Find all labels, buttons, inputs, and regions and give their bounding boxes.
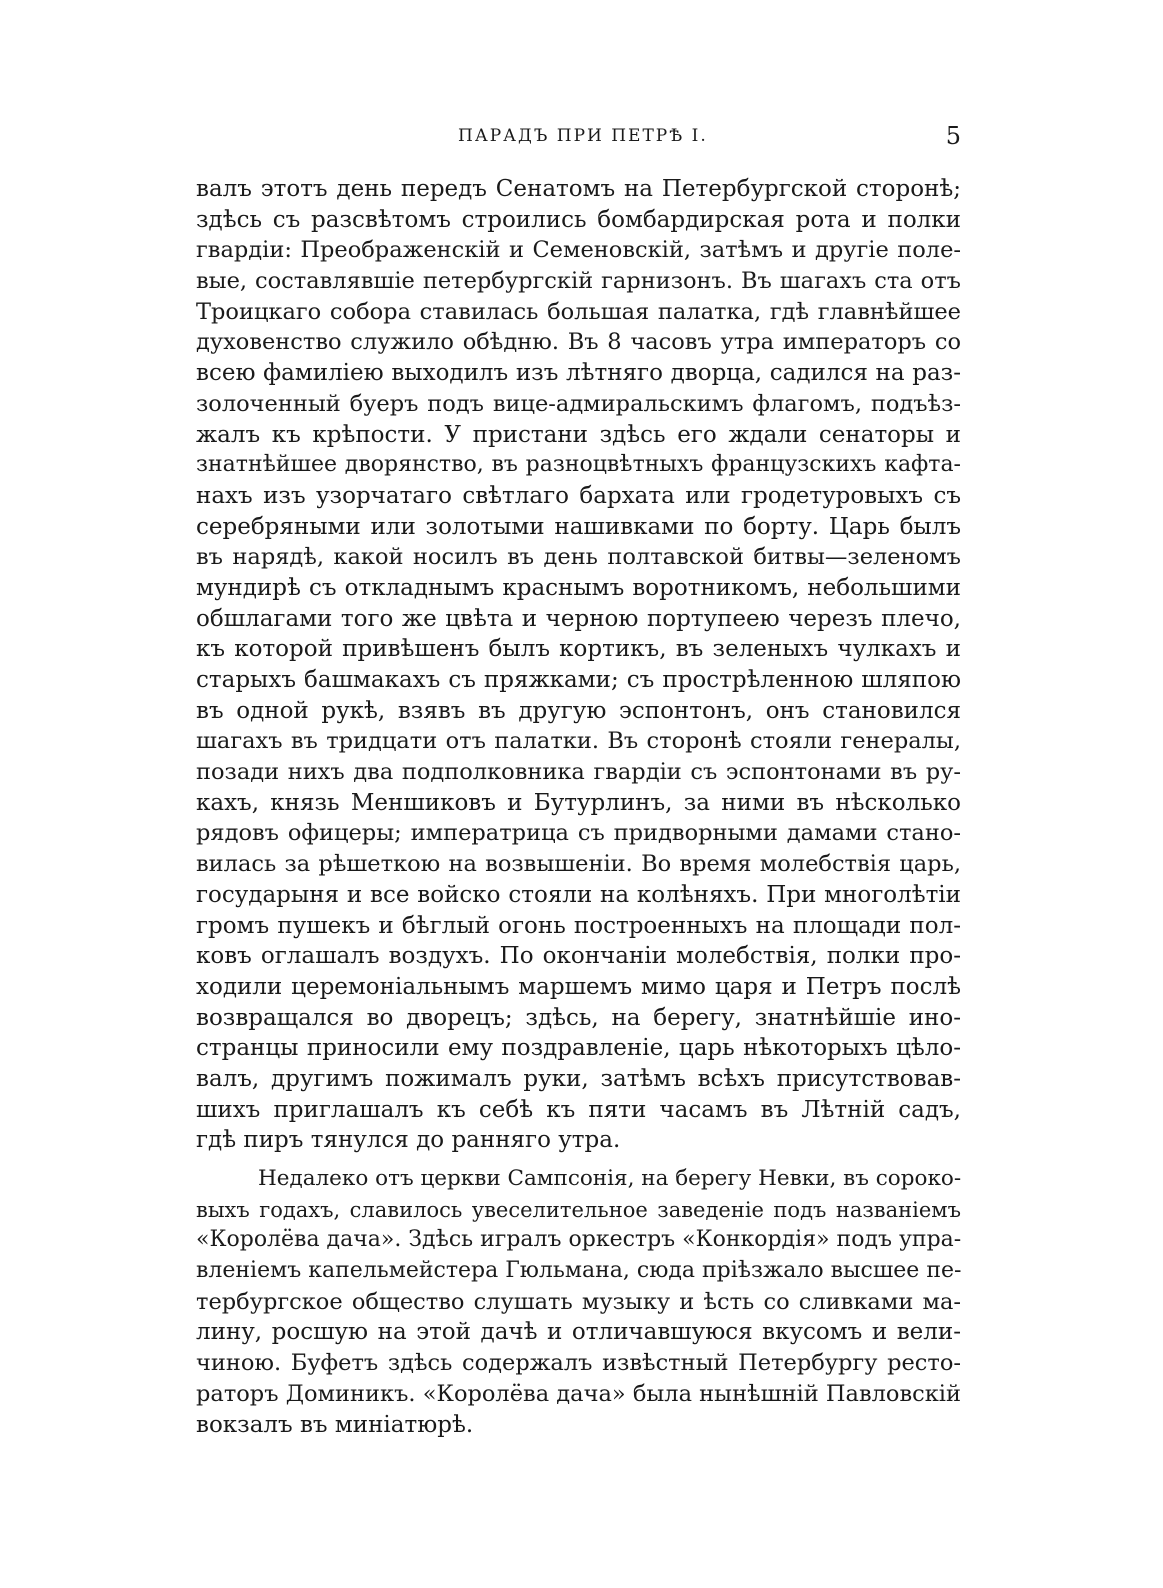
text-line: шагахъ въ тридцати отъ палатки. Въ сторонѣ стояли генералы,	[196, 728, 961, 755]
page-number: 5	[945, 122, 961, 150]
paragraph-1	[196, 174, 961, 1156]
text-line: въ нарядѣ, какой носилъ въ день полтавской битвы—зеленомъ	[196, 544, 961, 571]
text-line: государыня и все войско стояли на колѣняхъ. При многолѣтіи	[196, 881, 961, 908]
text-line: мундирѣ съ откладнымъ краснымъ воротникомъ, небольшими	[196, 574, 961, 601]
text-line: старыхъ башмакахъ съ пряжками; съ прострѣленною шляпою	[196, 667, 961, 693]
text-line: Недалеко отъ церкви Сампсонія, на берегу Невки, въ сороко-	[258, 1166, 961, 1191]
text-line: золоченный буеръ подъ вице-адмиральскимъ флагомъ, подъѣз-	[196, 390, 961, 417]
text-line: рядовъ офицеры; императрица съ придворными дамами стано-	[196, 820, 961, 847]
text-line: «Королёва дача». Здѣсь игралъ оркестръ «Конкордія» подъ упра-	[196, 1227, 961, 1253]
paragraph-gap	[196, 1156, 961, 1164]
text-line: позади нихъ два подполковника гвардіи съ эспонтонами въ ру-	[196, 759, 961, 786]
text-line: вленіемъ капельмейстера Гюльмана, сюда пріѣзжало высшее пе-	[196, 1258, 961, 1284]
text-line: чиною. Буфетъ здѣсь содержалъ извѣстный Петербургу ресто-	[196, 1350, 961, 1377]
text-line: здѣсь съ разсвѣтомъ строились бомбардирская рота и полки	[196, 206, 961, 233]
text-line: тербургское общество слушать музыку и ѣсть со сливками ма-	[196, 1288, 961, 1315]
body-text	[196, 174, 961, 1440]
text-line: нахъ изъ узорчатаго свѣтлаго бархата или гродетуровыхъ съ	[196, 482, 961, 509]
text-line: раторъ Доминикъ. «Королёва дача» была нынѣшній Павловскій	[196, 1380, 961, 1407]
text-line: валъ, другимъ пожималъ руки, затѣмъ всѣхъ присутствовав-	[196, 1065, 961, 1092]
text-line: валъ этотъ день передъ Сенатомъ на Петербургской сторонѣ;	[196, 176, 961, 202]
text-line: вые, составлявшіе петербургскій гарнизонъ. Въ шагахъ ста отъ	[196, 268, 961, 295]
text-line: лину, росшую на этой дачѣ и отличавшуюся вкусомъ и вели-	[196, 1319, 961, 1346]
text-line: ходили церемоніальнымъ маршемъ мимо царя и Петръ послѣ	[196, 973, 961, 1000]
running-head	[196, 122, 961, 152]
text-line: въ одной рукѣ, взявъ въ другую эспонтонъ, онъ становился	[196, 697, 961, 724]
text-line: ковъ оглашалъ воздухъ. По окончаніи молебствія, полки про-	[196, 943, 961, 970]
text-line: Троицкаго собора ставилась большая палатка, гдѣ главнѣйшее	[196, 298, 961, 325]
text-line: вилась за рѣшеткою на возвышеніи. Во время молебствія царь,	[196, 851, 961, 878]
text-line: возвращался во дворецъ; здѣсь, на берегу, знатнѣйшіе ино-	[196, 1004, 961, 1031]
text-line: шихъ приглашалъ къ себѣ къ пяти часамъ въ Лѣтній садъ,	[196, 1096, 961, 1123]
text-line: духовенство служило обѣдню. Въ 8 часовъ утра императоръ со	[196, 329, 961, 356]
text-line: гдѣ пиръ тянулся до ранняго утра.	[196, 1127, 621, 1154]
text-line: жалъ къ крѣпости. У пристани здѣсь его ждали сенаторы и	[196, 421, 961, 448]
text-line: вокзалъ въ миніатюрѣ.	[196, 1411, 474, 1438]
running-title: ПАРАДЪ ПРИ ПЕТРѢ I.	[458, 126, 708, 146]
text-line: знатнѣйшее дворянство, въ разноцвѣтныхъ французскихъ кафта-	[196, 452, 961, 478]
text-line: гвардіи: Преображенскій и Семеновскій, затѣмъ и другіе поле-	[196, 237, 961, 264]
text-line: выхъ годахъ, славилось увеселительное заведеніе подъ названіемъ	[196, 1197, 961, 1222]
text-line: всею фамиліею выходилъ изъ лѣтняго дворца, садился на раз-	[196, 360, 961, 387]
text-line: кахъ, князь Меншиковъ и Бутурлинъ, за ними въ нѣсколько	[196, 789, 961, 816]
text-line: къ которой привѣшенъ былъ кортикъ, въ зеленыхъ чулкахъ и	[196, 636, 961, 663]
text-line: серебряными или золотыми нашивками по борту. Царь былъ	[196, 513, 961, 540]
text-line: обшлагами того же цвѣта и черною портупеею черезъ плечо,	[196, 605, 961, 632]
paragraph-2	[196, 1164, 961, 1440]
text-line: громъ пушекъ и бѣглый огонь построенныхъ на площади пол-	[196, 912, 961, 939]
text-line: странцы приносили ему поздравленіе, царь нѣкоторыхъ цѣло-	[196, 1035, 961, 1062]
